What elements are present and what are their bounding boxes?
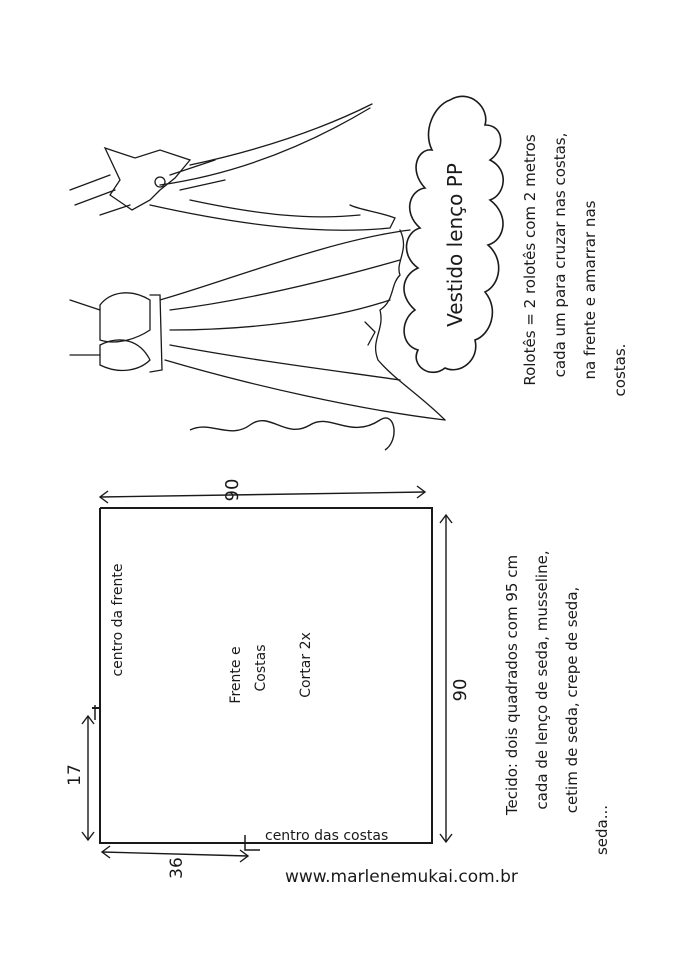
dimension-bottom-small xyxy=(102,846,248,879)
fabric-line-4: seda... xyxy=(593,804,611,856)
dimension-top xyxy=(100,479,425,503)
website-label: www.marlenemukai.com.br xyxy=(285,867,518,887)
piece-line-1: Frente e xyxy=(228,646,244,704)
title-text: Vestido lenço PP xyxy=(443,163,467,327)
fabric-line-1: Tecido: dois quadrados com 95 cm xyxy=(503,554,521,816)
title-cloud xyxy=(404,96,503,372)
rolotes-line-4: costas. xyxy=(611,343,629,397)
fabric-line-3: cetim de seda, crepe de seda, xyxy=(563,586,581,814)
dim-top-label: 90 xyxy=(222,478,243,502)
rolotes-line-1: Rolotês = 2 rolotês com 2 metros xyxy=(521,134,539,386)
piece-line-2: Costas xyxy=(253,644,269,692)
dim-right-label: 90 xyxy=(450,678,471,702)
dim-bottom-label: 36 xyxy=(167,857,187,879)
signature xyxy=(190,337,394,542)
front-center-label: centro da frente xyxy=(110,563,126,677)
rolotes-line-2: cada um para cruzar nas costas, xyxy=(551,132,569,378)
rolotes-note xyxy=(521,133,629,397)
piece-line-3: Cortar 2x xyxy=(298,632,314,698)
fabric-note xyxy=(503,550,611,855)
dimension-right xyxy=(440,515,471,842)
piece-label xyxy=(228,632,314,703)
dimension-left-small xyxy=(65,716,94,840)
fabric-line-2: cada de lenço de seda, musseline, xyxy=(533,550,551,810)
dress-sketch xyxy=(70,104,445,420)
dim-left-label: 17 xyxy=(65,764,85,786)
rolotes-line-3: na frente e amarrar nas xyxy=(581,200,599,380)
back-center-label: centro das costas xyxy=(265,828,389,844)
